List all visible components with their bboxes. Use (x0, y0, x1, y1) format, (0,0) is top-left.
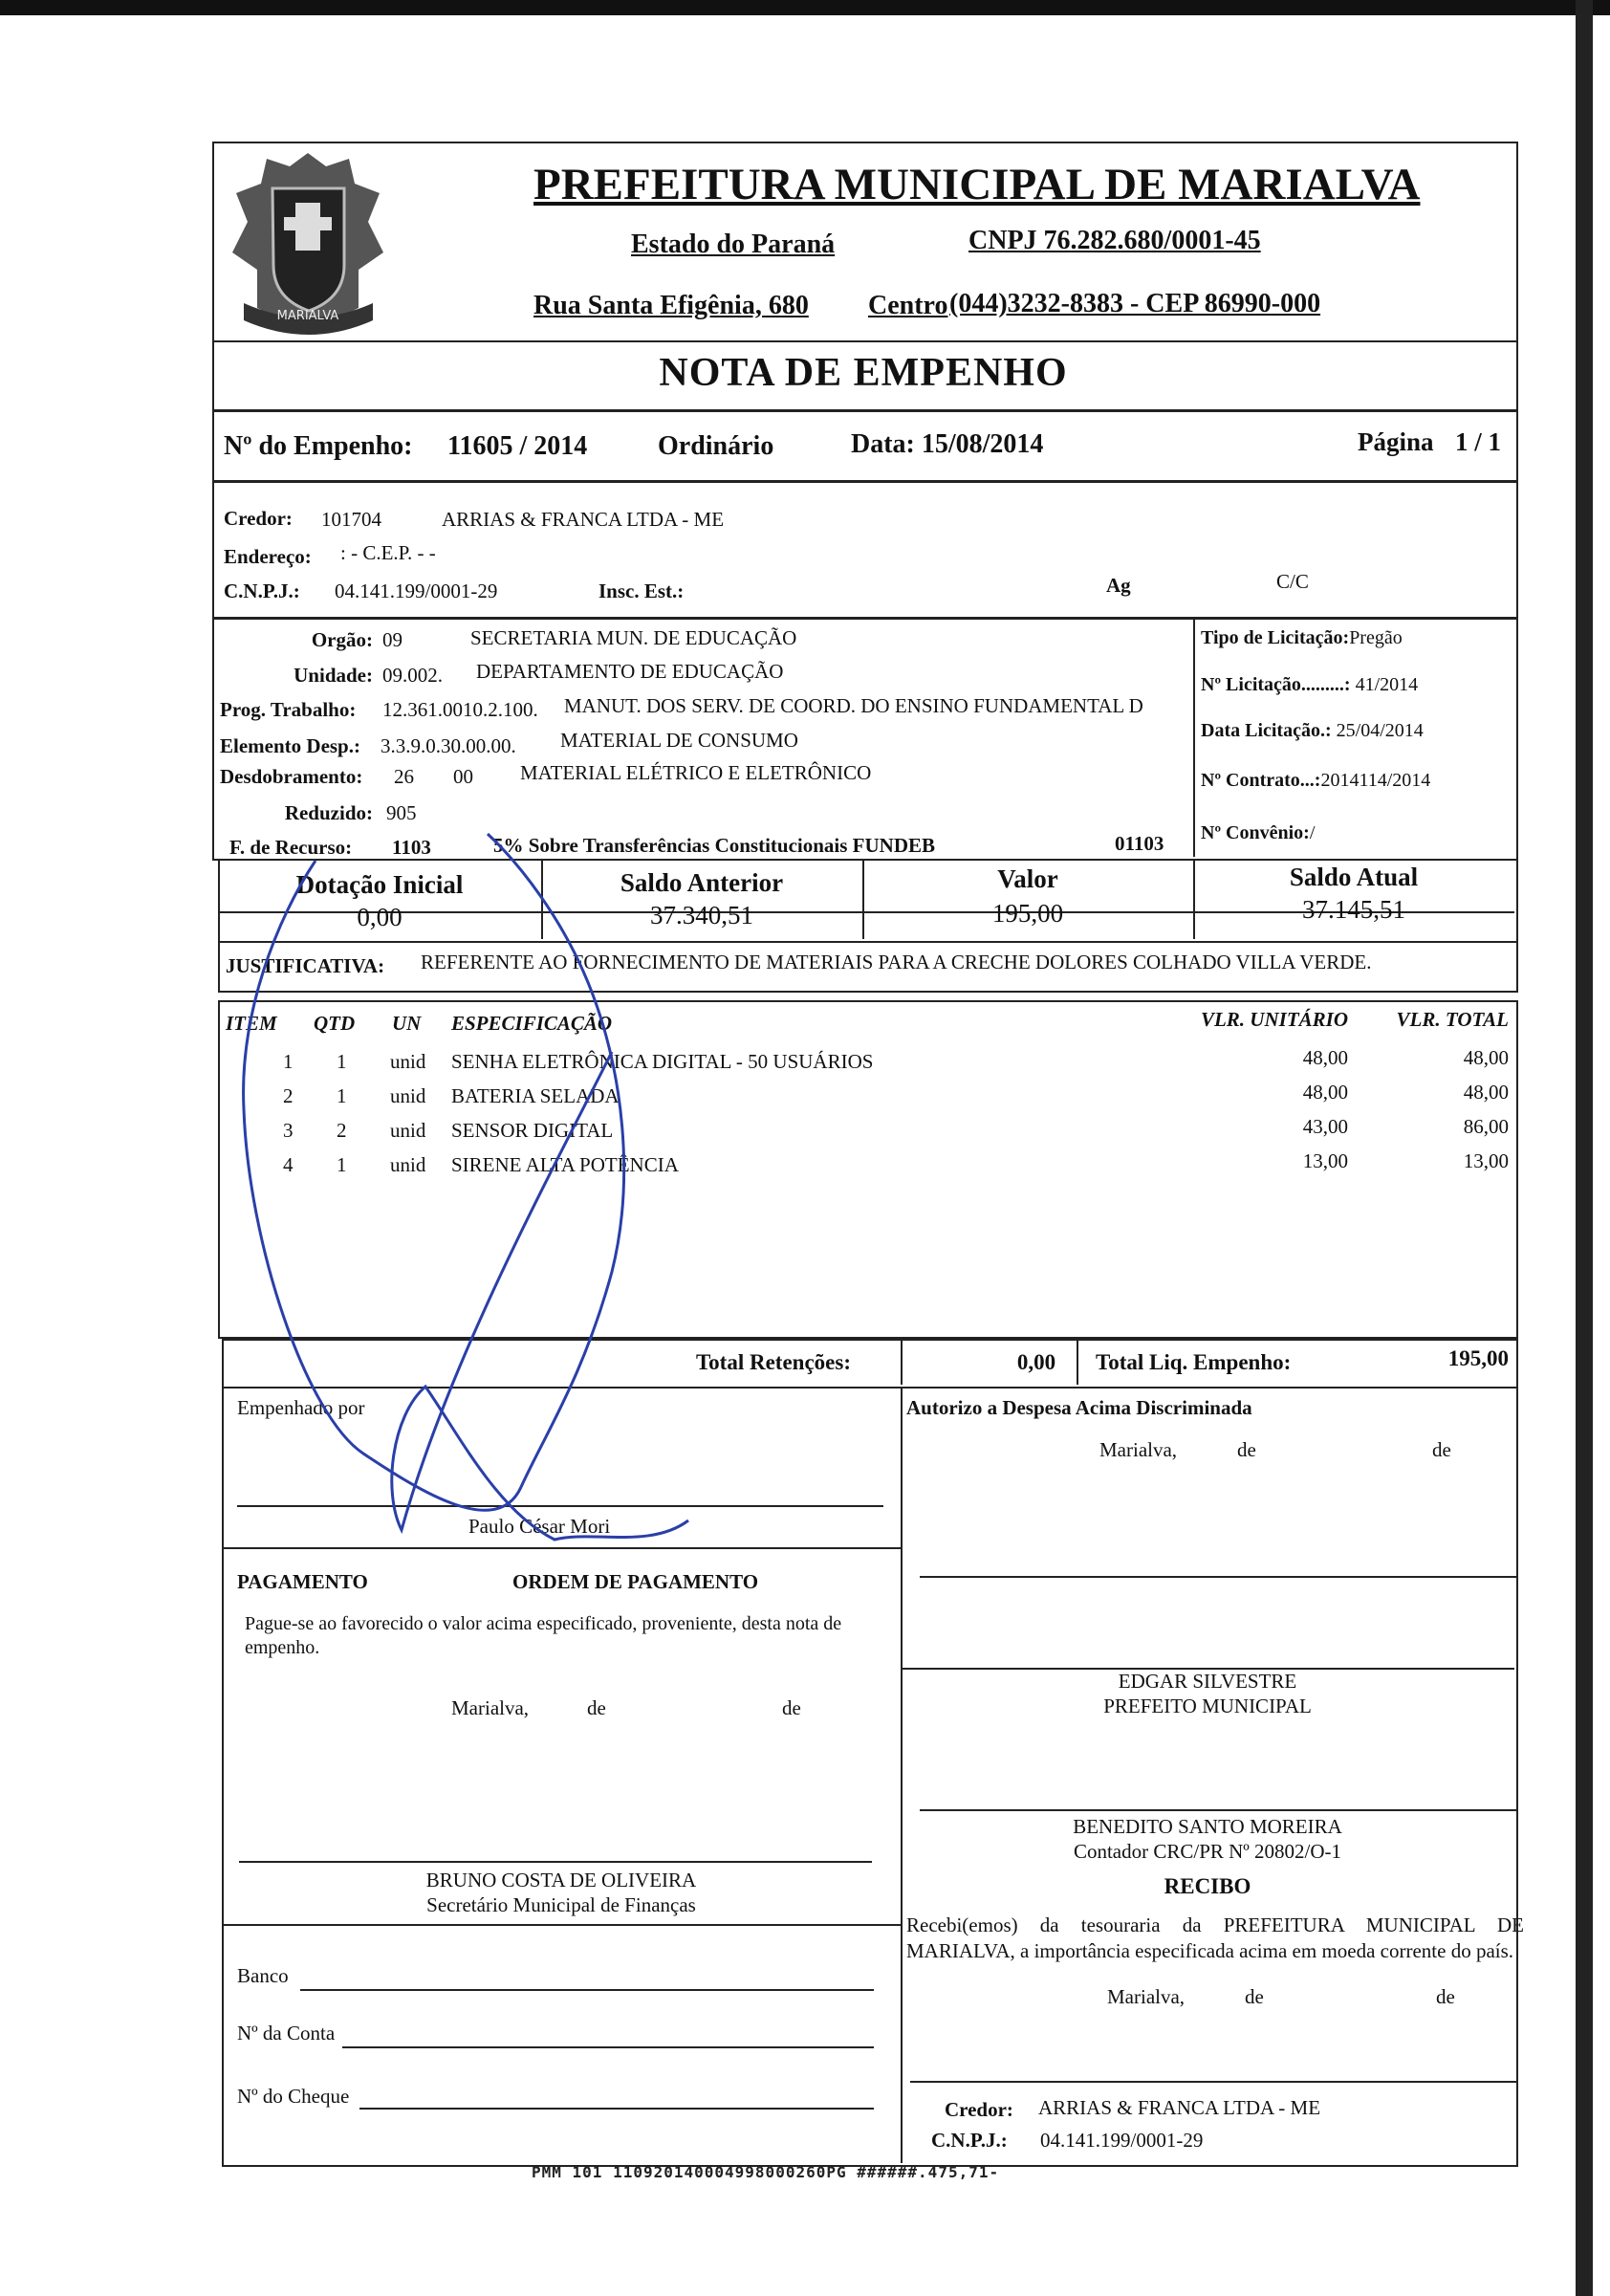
secretario-name: BRUNO COSTA DE OLIVEIRA (425, 1869, 697, 1891)
atual-value: 37.145,51 (1302, 895, 1405, 924)
reduzido-label: Reduzido: (284, 801, 373, 824)
pagamento-place: Marialva, (451, 1696, 530, 1719)
recurso-code: 1103 (392, 836, 431, 859)
justificativa-label: JUSTIFICATIVA: (226, 954, 385, 977)
convenio-label: Nº Convênio: (1201, 822, 1310, 843)
secretario-title: Secretário Municipal de Finanças (426, 1893, 696, 1916)
atual-label: Saldo Atual (1289, 863, 1419, 891)
recibo-cnpj: 04.141.199/0001-29 (1040, 2129, 1204, 2152)
col-un: UN (392, 1012, 422, 1035)
ag-label: Ag (1106, 574, 1131, 597)
anterior-value: 37.340,51 (650, 901, 753, 929)
autorizo-de2: de (1432, 1438, 1451, 1461)
prefeito-name: EDGAR SILVESTRE (1118, 1670, 1297, 1693)
footer-code: PMM 101 110920140004998000260PG ######.475,71- (532, 2163, 1000, 2181)
recibo-credor: ARRIAS & FRANCA LTDA - ME (1038, 2096, 1321, 2119)
credor-code: 101704 (321, 508, 381, 531)
item-spec: SIRENE ALTA POTÊNCIA (451, 1153, 679, 1176)
empenho-number: 11605 / 2014 (447, 431, 588, 461)
header-phone-cep: (044)3232-8383 - CEP 86990-000 (949, 289, 1321, 318)
item-total: 48,00 (1463, 1046, 1509, 1069)
empenho-number-label: Nº do Empenho: (224, 431, 413, 461)
valor-label: Valor (997, 864, 1058, 893)
item-qtd: 1 (337, 1050, 347, 1073)
item-total: 48,00 (1463, 1081, 1509, 1104)
dotacao-label: Dotação Inicial (295, 870, 464, 899)
svg-text:MARIALVA: MARIALVA (276, 309, 339, 323)
autorizo-de1: de (1237, 1438, 1256, 1461)
tipo-value: Pregão (1349, 627, 1403, 648)
reduzido-value: 905 (386, 801, 417, 824)
cnpj-label: C.N.P.J.: (224, 579, 300, 602)
col-item: ITEM (226, 1012, 277, 1035)
anterior-label: Saldo Anterior (620, 868, 784, 897)
prog-code: 12.361.0010.2.100. (382, 698, 538, 721)
header-cnpj: CNPJ 76.282.680/0001-45 (968, 226, 1261, 255)
item-no: 1 (283, 1050, 294, 1073)
item-unit: 13,00 (1302, 1149, 1348, 1172)
recibo-de2: de (1436, 1985, 1455, 2008)
empenhado-label: Empenhado por (237, 1396, 365, 1419)
orgao-label: Orgão: (311, 628, 373, 651)
item-spec: BATERIA SELADA (451, 1084, 620, 1107)
data-label: Data Licitação.: (1201, 720, 1332, 741)
dotacao-value: 0,00 (357, 903, 402, 931)
prog-name: MANUT. DOS SERV. DE COORD. DO ENSINO FUNDAMENTAL D (564, 694, 1143, 717)
empenho-type: Ordinário (658, 431, 774, 461)
cheque-label: Nº do Cheque (237, 2085, 350, 2108)
banco-label: Banco (237, 1964, 289, 1987)
header-district: Centro (868, 291, 948, 320)
page-label: Página (1358, 427, 1434, 456)
contador-title: Contador CRC/PR Nº 20802/O-1 (1073, 1840, 1342, 1863)
endereco-value: : - C.E.P. - - (340, 541, 436, 564)
empenhado-name: Paulo César Mori (468, 1515, 611, 1538)
contrato-value: 2014114/2014 (1320, 770, 1431, 791)
recibo-place: Marialva, (1107, 1985, 1186, 2008)
unidade-code: 09.002. (382, 664, 443, 687)
recibo-cnpj-label: C.N.P.J.: (931, 2129, 1008, 2152)
liq-value: 195,00 (1447, 1346, 1509, 1370)
elemento-label: Elemento Desp.: (220, 734, 360, 757)
autorizo-place: Marialva, (1099, 1438, 1178, 1461)
item-unit: 43,00 (1302, 1115, 1348, 1138)
pagamento-text: Pague-se ao favorecido o valor acima especificado, proveniente, desta nota de empenho. (245, 1613, 842, 1658)
item-total: 13,00 (1463, 1149, 1509, 1172)
credor-label: Credor: (224, 507, 293, 530)
contador-name: BENEDITO SANTO MOREIRA (1073, 1815, 1342, 1838)
page-title: PREFEITURA MUNICIPAL DE MARIALVA (533, 160, 1421, 209)
col-spec: ESPECIFICAÇÃO (451, 1012, 613, 1035)
orgao-code: 09 (382, 628, 402, 651)
insc-label: Insc. Est.: (598, 579, 685, 602)
convenio-value: / (1309, 822, 1316, 843)
header-state: Estado do Paraná (631, 230, 836, 259)
recurso-label: F. de Recurso: (229, 836, 353, 859)
item-qtd: 1 (337, 1153, 347, 1176)
item-unit: 48,00 (1302, 1046, 1348, 1069)
cc-label: C/C (1276, 570, 1309, 593)
item-qtd: 2 (337, 1119, 347, 1142)
num-label: Nº Licitação.........: (1201, 674, 1351, 695)
cnpj-value: 04.141.199/0001-29 (335, 579, 498, 602)
pagamento-de2: de (782, 1696, 801, 1719)
item-un: unid (390, 1050, 426, 1073)
item-no: 3 (283, 1119, 294, 1142)
item-unit: 48,00 (1302, 1081, 1348, 1104)
liq-label: Total Liq. Empenho: (1096, 1350, 1292, 1374)
prog-label: Prog. Trabalho: (220, 698, 357, 721)
elemento-code: 3.3.9.0.30.00.00. (381, 734, 516, 757)
retencoes-label: Total Retenções: (695, 1350, 851, 1374)
pagamento-label: PAGAMENTO (237, 1570, 368, 1593)
desdob-label: Desdobramento: (220, 765, 363, 788)
contrato-label: Nº Contrato...: (1201, 770, 1321, 791)
desdob-sub: 00 (453, 765, 473, 788)
item-qtd: 1 (337, 1084, 347, 1107)
recibo-credor-label: Credor: (945, 2098, 1013, 2121)
endereco-label: Endereço: (224, 545, 312, 568)
prefeito-title: PREFEITO MUNICIPAL (1103, 1695, 1312, 1717)
page-number: 1 / 1 (1455, 427, 1502, 456)
col-total: VLR. TOTAL (1396, 1008, 1509, 1031)
retencoes-value: 0,00 (1016, 1350, 1056, 1374)
ordem-label: ORDEM DE PAGAMENTO (512, 1570, 759, 1593)
recibo-text: Recebi(emos) da tesouraria da PREFEITURA MUNICIPAL DE MARIALVA, a importância especificada acima em moeda corrente do país. (906, 1913, 1524, 1962)
item-spec: SENHA ELETRÔNICA DIGITAL - 50 USUÁRIOS (451, 1050, 874, 1073)
pagamento-de1: de (587, 1696, 606, 1719)
unidade-label: Unidade: (294, 664, 373, 687)
num-value: 41/2014 (1355, 674, 1419, 695)
item-total: 86,00 (1463, 1115, 1509, 1138)
justificativa-text: REFERENTE AO FORNECIMENTO DE MATERIAIS PARA A CRECHE DOLORES COLHADO VILLA VERDE. (421, 951, 1372, 973)
tipo-label: Tipo de Licitação: (1201, 627, 1350, 648)
desdob-name: MATERIAL ELÉTRICO E ELETRÔNICO (520, 761, 872, 784)
elemento-name: MATERIAL DE CONSUMO (560, 729, 798, 752)
credor-name: ARRIAS & FRANCA LTDA - ME (442, 508, 725, 531)
conta-label: Nº da Conta (237, 2022, 336, 2045)
recurso-num: 01103 (1115, 832, 1164, 855)
recurso-name: 5% Sobre Transferências Constitucionais FUNDEB (493, 834, 936, 857)
desdob-code: 26 (394, 765, 414, 788)
col-qtd: QTD (314, 1012, 356, 1035)
empenho-date: Data: 15/08/2014 (851, 429, 1044, 459)
item-no: 2 (283, 1084, 294, 1107)
item-un: unid (390, 1084, 426, 1107)
item-no: 4 (283, 1153, 294, 1176)
item-spec: SENSOR DIGITAL (451, 1119, 614, 1142)
unidade-name: DEPARTAMENTO DE EDUCAÇÃO (476, 660, 784, 683)
doc-title: NOTA DE EMPENHO (659, 351, 1068, 395)
orgao-name: SECRETARIA MUN. DE EDUCAÇÃO (470, 626, 797, 649)
recibo-label: RECIBO (1164, 1874, 1251, 1898)
item-un: unid (390, 1153, 426, 1176)
item-un: unid (390, 1119, 426, 1142)
recibo-de1: de (1245, 1985, 1264, 2008)
data-value: 25/04/2014 (1336, 720, 1424, 741)
header-address: Rua Santa Efigênia, 680 (533, 291, 809, 320)
autorizo-text: Autorizo a Despesa Acima Discriminada (906, 1396, 1252, 1419)
valor-value: 195,00 (991, 899, 1064, 928)
col-unit: VLR. UNITÁRIO (1200, 1008, 1348, 1031)
